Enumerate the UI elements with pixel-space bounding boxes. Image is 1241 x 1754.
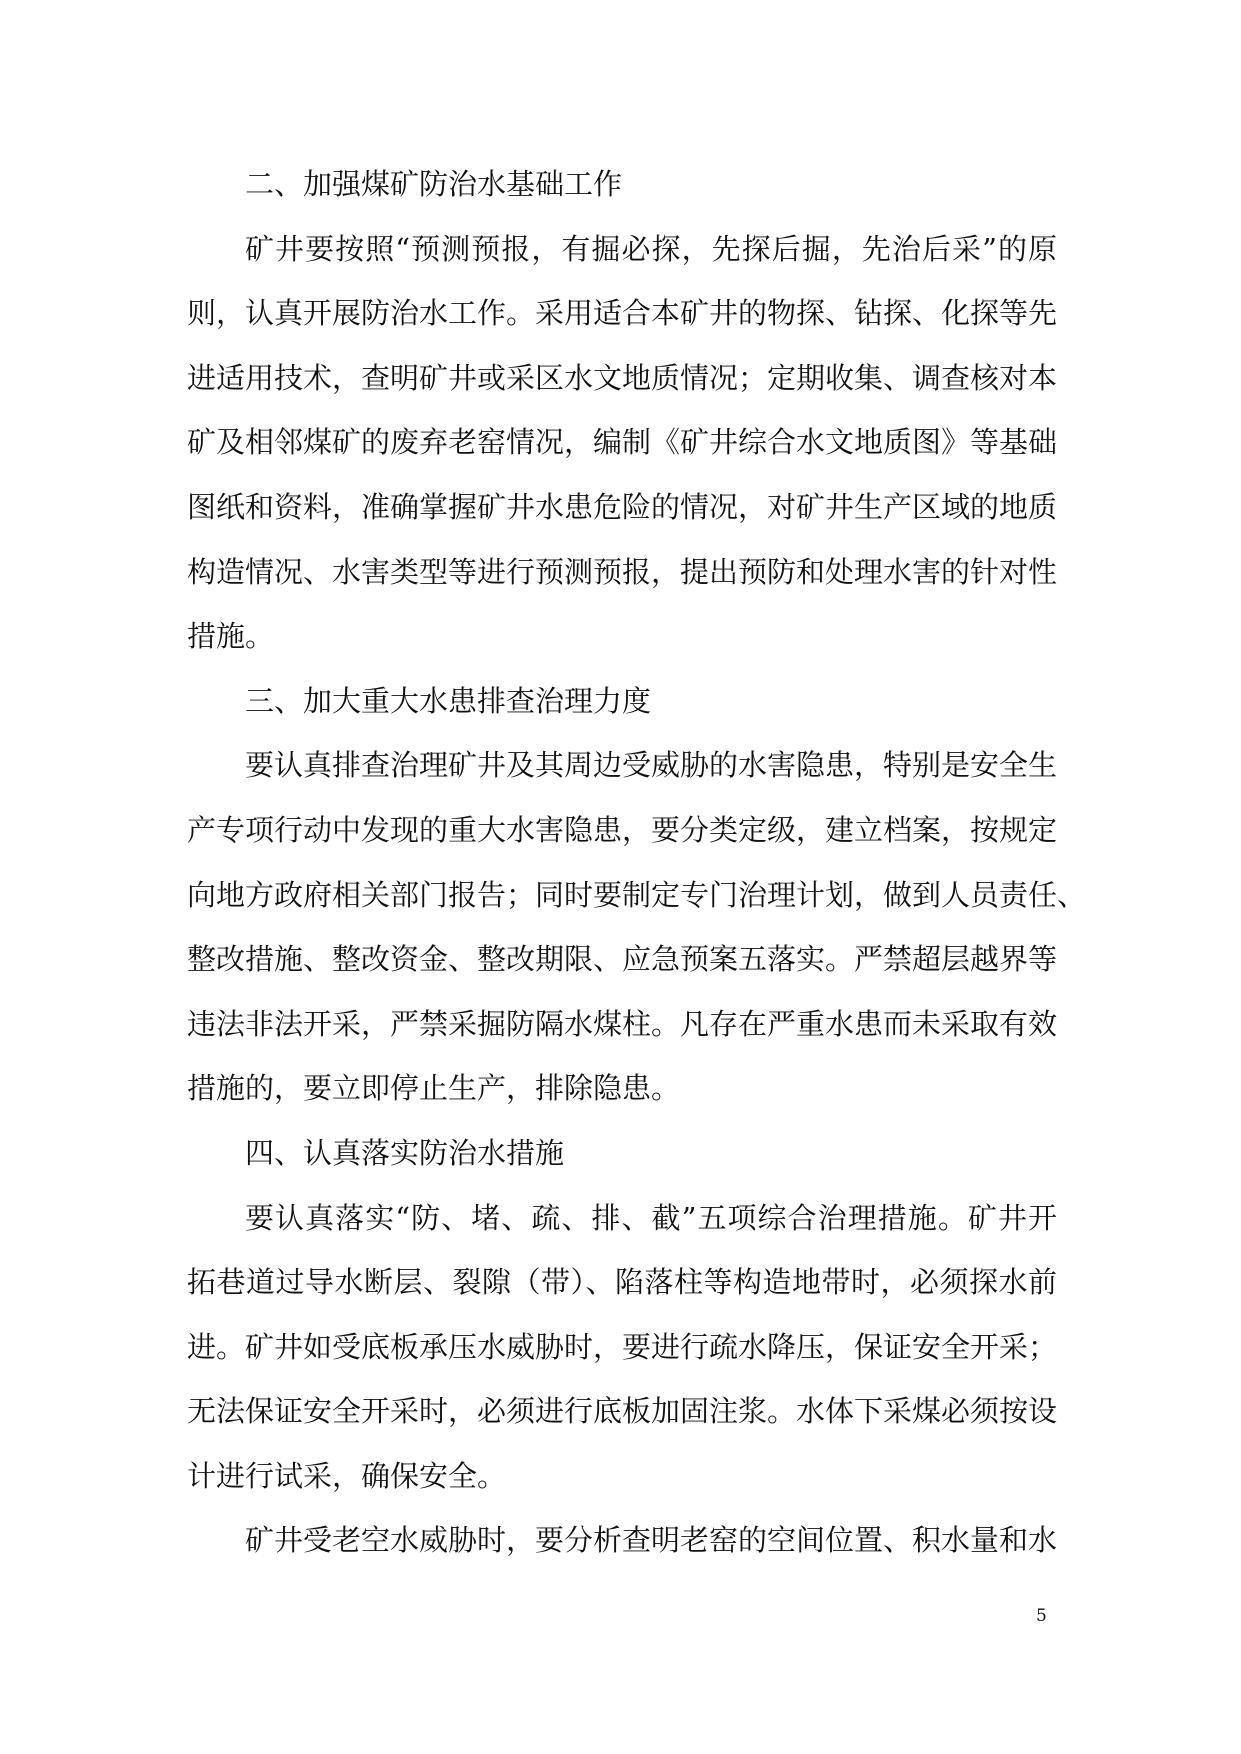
paragraph-line: 进。矿井如受底板承压水威胁时，要进行疏水降压，保证安全开采；	[187, 1329, 1058, 1364]
paragraph-line: 进适用技术，查明矿井或采区水文地质情况；定期收集、调查核对本	[187, 360, 1058, 395]
paragraph-line: 图纸和资料，准确掌握矿井水患危险的情况，对矿井生产区域的地质	[187, 489, 1058, 524]
paragraph-line: 要认真落实“防、堵、疏、排、截”五项综合治理措施。矿井开	[245, 1200, 1057, 1235]
paragraph-line: 违法非法开采，严禁采掘防隔水煤柱。凡存在严重水患而未采取有效	[187, 1006, 1058, 1041]
paragraph-line: 措施。	[187, 619, 275, 654]
paragraph-line: 整改措施、整改资金、整改期限、应急预案五落实。严禁超层越界等	[187, 942, 1058, 977]
paragraph-line: 向地方政府相关部门报告；同时要制定专门治理计划，做到人员责任、	[187, 877, 1087, 912]
paragraph-line: 矿及相邻煤矿的废弃老窑情况，编制《矿井综合水文地质图》等基础	[187, 425, 1058, 460]
document-body	[187, 152, 1087, 1573]
paragraph-line: 计进行试采，确保安全。	[187, 1458, 507, 1493]
paragraph-line: 产专项行动中发现的重大水害隐患，要分类定级，建立档案，按规定	[187, 812, 1058, 847]
section-heading: 二、加强煤矿防治水基础工作	[245, 167, 623, 201]
paragraph-line: 则，认真开展防治水工作。采用适合本矿井的物探、钻探、化探等先	[187, 296, 1058, 331]
section-heading: 三、加大重大水患排查治理力度	[245, 683, 652, 718]
paragraph-line: 矿井要按照“预测预报，有掘必探，先探后掘，先治后采”的原	[245, 231, 1057, 266]
paragraph-line: 要认真排查治理矿井及其周边受威胁的水害隐患，特别是安全生	[245, 748, 1058, 783]
paragraph-line: 构造情况、水害类型等进行预测预报，提出预防和处理水害的针对性	[187, 554, 1058, 589]
paragraph-line: 矿井受老空水威胁时，要分析查明老窑的空间位置、积水量和水	[245, 1523, 1058, 1558]
section-heading: 四、认真落实防治水措施	[245, 1135, 565, 1170]
paragraph-line: 无法保证安全开采时，必须进行底板加固注浆。水体下采煤必须按设	[187, 1394, 1058, 1429]
paragraph-line: 措施的，要立即停止生产，排除隐患。	[187, 1071, 681, 1106]
page-number: 5	[1036, 1606, 1047, 1626]
paragraph-line: 拓巷道过导水断层、裂隙（带）、陷落柱等构造地带时，必须探水前	[187, 1265, 1057, 1300]
